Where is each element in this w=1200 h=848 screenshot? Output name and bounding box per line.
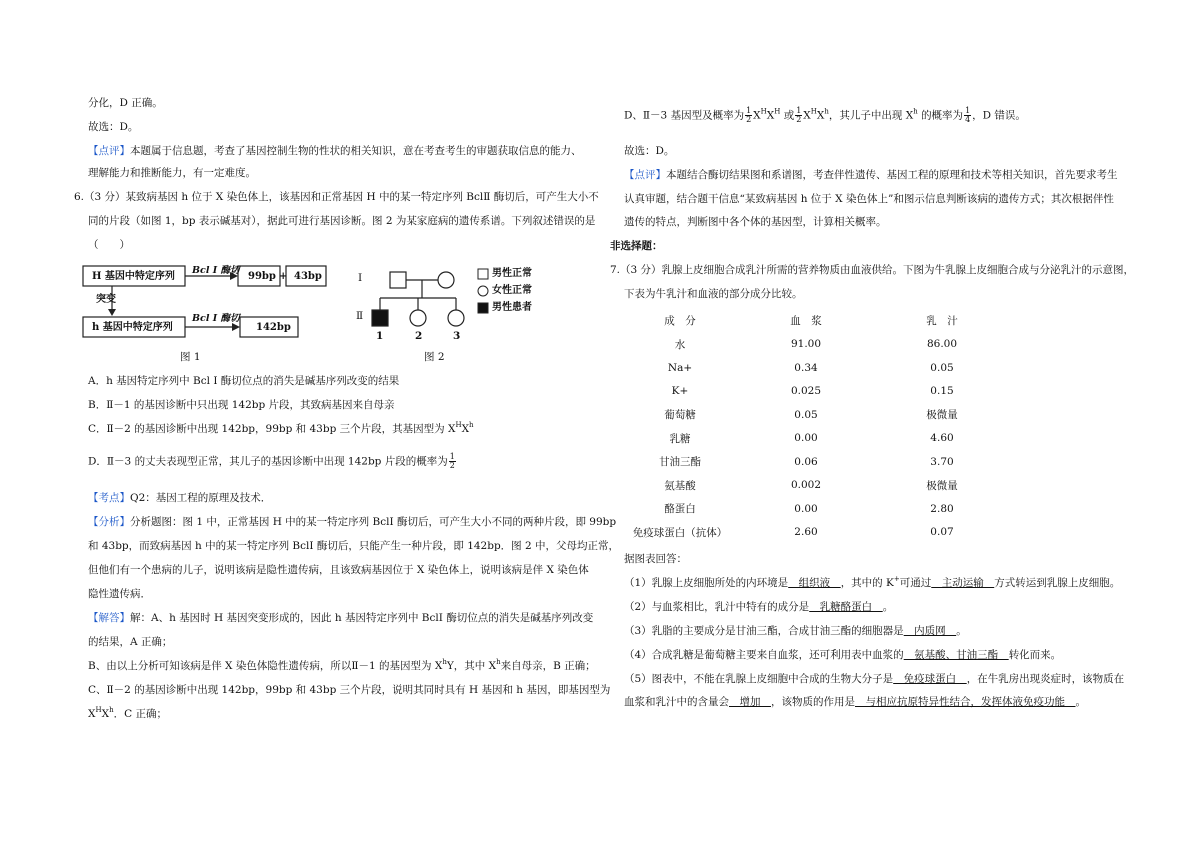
male-normal-icon	[478, 269, 488, 279]
table-cell: Na+	[667, 361, 693, 374]
text-line: 同的片段（如图 1，bp 表示碱基对），据此可进行基因诊断。图 2 为某家庭病的遗传系谱。下列叙述错误的是	[88, 215, 596, 227]
analysis-line	[88, 515, 616, 529]
individual-number: 1	[376, 330, 384, 342]
table-row	[624, 497, 1008, 521]
comment-line	[624, 168, 1118, 182]
text-segment: 。	[1075, 696, 1086, 708]
knowledge-point	[88, 491, 271, 505]
text-segment: （4）合成乳糖是葡萄糖主要来自血浆，还可利用表中血浆的	[624, 649, 904, 661]
option-d	[88, 453, 457, 470]
table-cell: 乳糖	[669, 432, 691, 445]
table-cell: 0.05	[930, 361, 954, 374]
table-cell: 0.34	[794, 361, 818, 374]
text-segment: 或	[783, 109, 795, 122]
table-cell: 4.60	[930, 432, 954, 445]
legend-label: 女性正常	[492, 285, 532, 296]
text-line: 故选：D。	[624, 145, 675, 157]
option-a: A．h 基因特定序列中 Bcl Ⅰ 酶切位点的消失是碱基序列改变的结果	[88, 375, 400, 387]
text-segment: ，在牛乳房出现炎症时，该物质在	[966, 673, 1125, 685]
text-line	[624, 695, 1086, 709]
question-7-line: 7.（3 分）乳腺上皮细胞合成乳汁所需的营养物质由血液供给。下图为牛乳腺上皮细胞合成与分泌乳汁的示意图，	[610, 264, 1135, 276]
answer-1: （1）乳腺上皮细胞所处的内环境是 组织液 ，其中的 K+可通过 主动运输 方式转运到乳腺上皮细胞。	[624, 575, 1121, 589]
composition-table	[624, 309, 1008, 544]
answer-fill: 内质网	[903, 625, 957, 637]
table-header-row	[624, 309, 1008, 333]
text-segment: 方式转运到乳腺上皮细胞。	[994, 577, 1121, 589]
figure-2-pedigree	[366, 262, 486, 342]
generation-II: Ⅱ	[356, 310, 364, 322]
table-row	[624, 333, 1008, 357]
female-normal-icon	[478, 286, 488, 296]
arrow-down-icon	[108, 309, 116, 316]
table-cell: 极微量	[926, 479, 958, 492]
table-header-cell: 血 浆	[790, 315, 822, 328]
text-line: C、Ⅱ－2 的基因诊断中出现 142bp，99bp 和 43bp 三个片段，说明其同时具有 H 基因和 h 基因，即基因型为	[88, 684, 611, 696]
text-segment: 血浆和乳汁中的含量会	[624, 696, 729, 708]
text-line: 分化，D 正确。	[88, 97, 163, 109]
table-cell: 极微量	[926, 409, 958, 422]
pedigree-legend-icons	[477, 268, 491, 324]
fig1-frag: 99bp	[248, 271, 276, 282]
answer-fill: 与相应抗原特异性结合，发挥体液免疫功能	[855, 696, 1076, 708]
figure-2-caption: 图 2	[424, 351, 445, 363]
answer-fill: 主动运输	[931, 577, 995, 589]
text-segment: 可通过	[899, 577, 932, 589]
table-row	[624, 450, 1008, 474]
table-cell: 葡萄糖	[664, 409, 696, 422]
table-row	[624, 380, 1008, 404]
table-cell: 0.00	[794, 502, 818, 515]
individual-number: 3	[453, 330, 461, 342]
text-segment: （1）乳腺上皮细胞所处的内环境是	[624, 577, 789, 589]
option-b: B．Ⅱ－1 的基因诊断中只出现 142bp 片段，其致病基因来自母亲	[88, 399, 395, 411]
comment-text: 本题结合酶切结果图和系谱图，考查伴性遗传、基因工程的原理和技术等相关知识，首先要求考生	[666, 169, 1118, 181]
section-heading: 非选择题：	[610, 240, 663, 252]
fig1-frag: 43bp	[294, 271, 322, 282]
answer-4	[624, 648, 1061, 662]
table-cell: 86.00	[926, 338, 958, 351]
text-segment: Y，其中 X	[446, 660, 497, 672]
table-cell: 2.80	[930, 502, 954, 515]
text-segment: ，其中的 K	[840, 577, 894, 589]
option-c-text: C．Ⅱ－2 的基因诊断中出现 142bp，99bp 和 43bp 三个片段，其基因型为 X	[88, 423, 456, 435]
answer-fill: 氨基酸、甘油三酯	[903, 649, 1009, 661]
solution-line	[88, 611, 593, 625]
comment-tag: 【点评】	[624, 169, 666, 181]
table-header-cell: 成 分	[664, 315, 696, 328]
text-line: 和 43bp，而致病基因 h 中的某一特定序列 BclI 酶切后，只能产生一种片段，即 142bp．图 2 中，父母均正常，	[88, 540, 620, 552]
table-cell: 水	[674, 338, 686, 351]
text-segment: 。	[956, 625, 967, 637]
table-cell: 0.15	[930, 385, 954, 398]
fig1-enzyme: Bcl Ⅰ 酶切	[192, 313, 240, 324]
fig1-label-h: h 基因中特定序列	[92, 322, 173, 333]
analysis-tag: 【分析】	[88, 516, 130, 528]
fraction: $\frac{1}{2}$	[449, 452, 455, 470]
table-cell: 0.025	[790, 385, 822, 398]
solution-tag: 【解答】	[88, 612, 130, 624]
text-segment: （5）图表中，不能在乳腺上皮细胞中合成的生物大分子是	[624, 673, 894, 685]
text-line: 据图表回答：	[624, 553, 687, 565]
answer-fill: 增加	[729, 696, 771, 708]
male-normal-icon	[390, 272, 406, 288]
answer-3	[624, 624, 967, 638]
fig1-label-H: H 基因中特定序列	[92, 271, 175, 282]
text-line: 的结果，A 正确；	[88, 636, 173, 648]
table-row	[624, 427, 1008, 451]
generation-I: Ⅰ	[358, 272, 363, 284]
table-cell: 3.70	[930, 455, 954, 468]
fraction: $\frac{1}{2}$	[746, 106, 752, 124]
knowledge-tag: 【考点】	[88, 492, 130, 504]
question-6-line: 6.（3 分）某致病基因 h 位于 X 染色体上，该基因和正常基因 H 中的某一特定序列 BclⅡ 酶切后，可产生大小不	[74, 191, 599, 203]
text-segment: （2）与血浆相比，乳汁中特有的成分是	[624, 601, 810, 613]
text-line: 认真审题，结合题干信息“某致病基因 h 位于 X 染色体上”和图示信息判断该病的遗传方式；其次根据伴性	[624, 193, 1114, 205]
option-c: C．Ⅱ－2 的基因诊断中出现 142bp，99bp 和 43bp 三个片段，其基因型为 $X^HX^h$	[88, 421, 474, 435]
comment-tag: 【点评】	[88, 145, 130, 157]
comment-line	[88, 144, 582, 158]
text-line: $X^HX^h$．C 正确；	[88, 706, 167, 720]
table-row	[624, 521, 1008, 545]
table-cell: 0.00	[794, 432, 818, 445]
knowledge-text: Q2：基因工程的原理及技术．	[130, 492, 272, 504]
analysis-text: 分析题图：图 1 中，正常基因 H 中的某一特定序列 BclI 酶切后，可产生大小不同的两种片段，即 99bp	[130, 516, 617, 528]
fig1-enzyme: Bcl Ⅰ 酶切	[192, 265, 240, 276]
fig1-mutation: 突变	[96, 294, 116, 305]
table-cell: 甘油三酯	[659, 456, 701, 469]
table-cell: 氨基酸	[664, 479, 696, 492]
table-cell: 2.60	[794, 526, 818, 539]
text-segment: B、由以上分析可知该病是伴 X 染色体隐性遗传病，所以Ⅱ－1 的基因型为 X	[88, 660, 443, 672]
answer-fill: 免疫球蛋白	[893, 673, 967, 685]
table-row	[624, 356, 1008, 380]
text-line: D、Ⅱ－3 基因型及概率为 $\frac{1}{2}$ $X^HX^H$ 或 $\frac{1}{2}$ $X^HX^h$，其儿子中出现 $X^h$ 的概率为 $\frac{1}{4}$ ，D 错误。	[624, 106, 1026, 124]
table-cell: K+	[671, 385, 689, 398]
answer-blank: （ ）	[88, 239, 130, 251]
table-cell: 0.06	[794, 455, 818, 468]
table-cell: 0.05	[794, 408, 818, 421]
solution-text: 解：A、h 基因时 H 基因突变形成的，因此 h 基因特定序列中 BclI 酶切位点的消失是碱基序列改变	[130, 612, 594, 624]
text-line: 但他们有一个患病的儿子，说明该病是隐性遗传病，且该致病基因位于 X 染色体上，说明该病是伴 X 染色体	[88, 564, 589, 576]
text-segment: 转化而来。	[1008, 649, 1062, 661]
fig1-plus: +	[279, 271, 288, 282]
female-normal-icon	[410, 310, 426, 326]
text-segment: 。	[882, 601, 894, 613]
male-patient-icon	[478, 303, 488, 313]
fig1-frag: 142bp	[256, 322, 291, 333]
text-line: 理解能力和推断能力，有一定难度。	[88, 167, 256, 179]
text-segment: ，其儿子中出现 X	[828, 109, 914, 122]
legend-label: 男性正常	[492, 268, 532, 279]
table-row	[624, 403, 1008, 427]
answer-fill: 乳糖酪蛋白	[809, 601, 883, 613]
text-segment: D、Ⅱ－3 基因型及概率为	[624, 109, 745, 122]
female-normal-icon	[448, 310, 464, 326]
answer-2	[624, 600, 893, 614]
male-patient-icon	[372, 310, 388, 326]
text-segment: （3）乳脂的主要成分是甘油三酯，合成甘油三酯的细胞器是	[624, 625, 904, 637]
table-row	[624, 474, 1008, 498]
text-line: 遗传的特点，判断图中各个体的基因型，计算相关概率。	[624, 216, 887, 228]
comment-text: 本题属于信息题，考查了基因控制生物的性状的相关知识，意在考查考生的审题获取信息的能力、	[130, 145, 582, 157]
answer-5	[624, 672, 1124, 686]
text-segment: C 正确；	[124, 708, 167, 720]
fraction: $\frac{1}{4}$	[965, 106, 971, 124]
table-cell: 酪蛋白	[664, 503, 696, 516]
fraction: $\frac{1}{2}$	[796, 106, 802, 124]
table-cell: 0.002	[790, 479, 822, 492]
legend-label: 男性患者	[492, 302, 532, 313]
answer-fill: 组织液	[788, 577, 841, 589]
figure-1-caption: 图 1	[180, 351, 201, 363]
table-cell: 免疫球蛋白（抗体）	[632, 526, 728, 539]
table-cell: 0.07	[930, 526, 954, 539]
table-header-cell: 乳 汁	[926, 315, 958, 328]
text-line: 隐性遗传病．	[88, 588, 151, 600]
table-cell: 91.00	[790, 338, 822, 351]
option-d-text: D．Ⅱ－3 的丈夫表现型正常，其儿子的基因诊断中出现 142bp 片段的概率为	[88, 455, 448, 468]
text-line: 故选：D。	[88, 121, 139, 133]
text-segment: 的概率为	[921, 109, 964, 122]
text-segment: ，该物质的作用是	[771, 696, 855, 708]
text-line: B、由以上分析可知该病是伴 X 染色体隐性遗传病，所以Ⅱ－1 的基因型为 $X^hY$，其中 $X^h$来自母亲，B 正确；	[88, 658, 596, 672]
text-segment: ，D 错误。	[972, 109, 1026, 122]
text-segment: 来自母亲，B 正确；	[500, 660, 596, 672]
individual-number: 2	[415, 330, 423, 342]
text-line: 下表为牛乳汁和血液的部分成分比较。	[624, 288, 803, 300]
female-normal-icon	[438, 272, 454, 288]
